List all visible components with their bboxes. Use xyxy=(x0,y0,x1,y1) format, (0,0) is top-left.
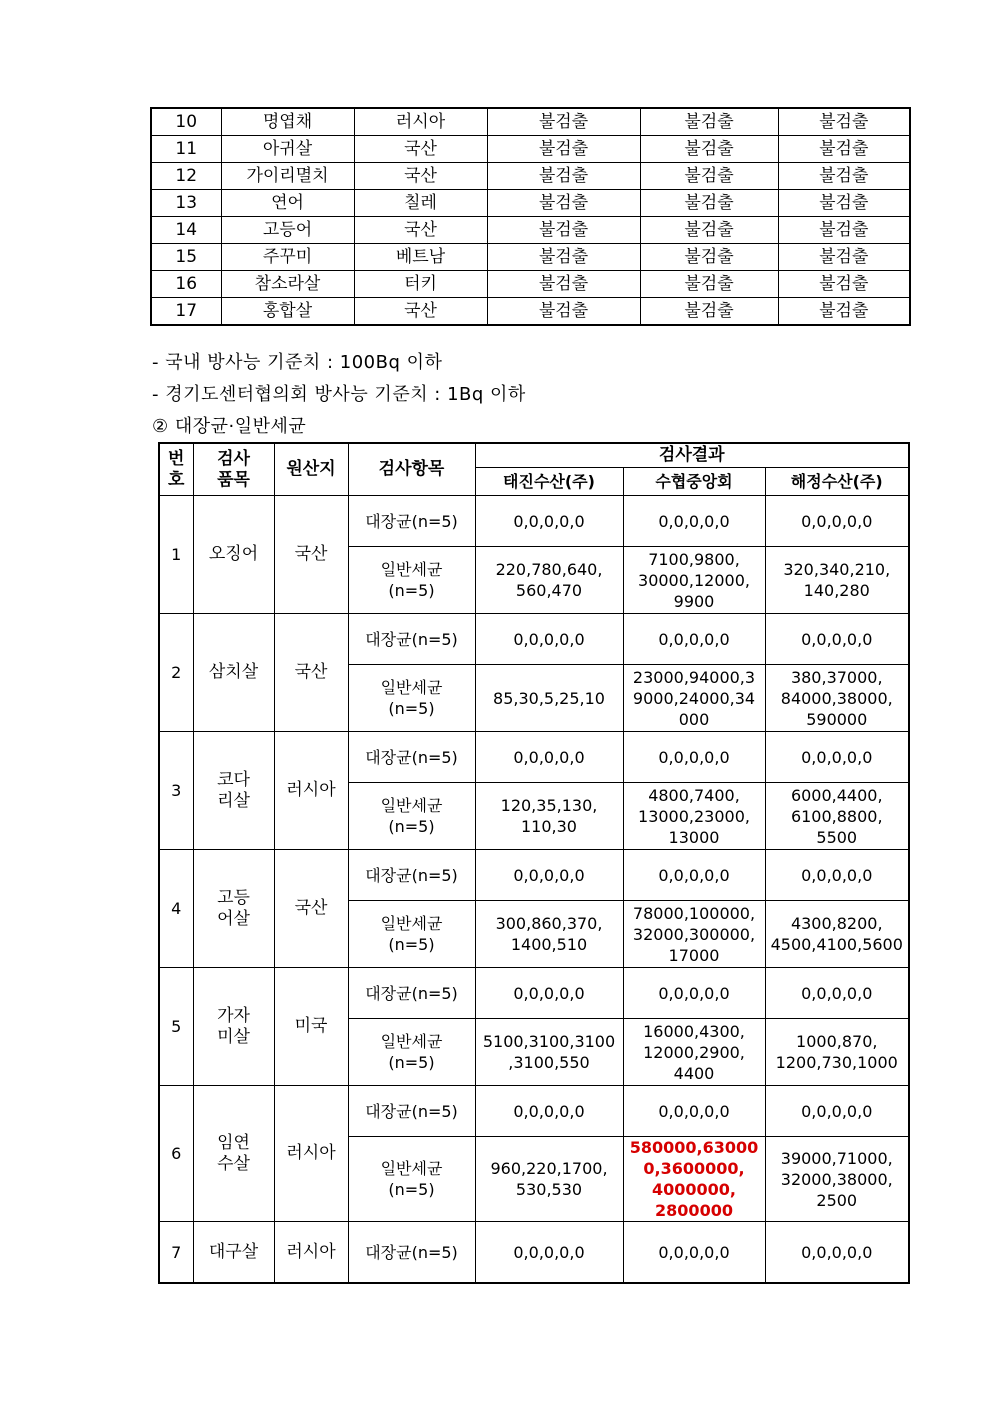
test-general-label: 일반세균 (n=5) xyxy=(348,547,475,614)
origin-cell: 칠레 xyxy=(354,190,487,217)
origin-cell: 국산 xyxy=(274,850,348,968)
result-haejeong-cell: 불검출 xyxy=(778,217,910,244)
row-no-cell: 4 xyxy=(159,850,193,968)
item-name-cell: 오징어 xyxy=(193,496,274,614)
origin-cell: 러시아 xyxy=(354,108,487,136)
general-suhyup-cell: 23000,94000,3 9000,24000,34 000 xyxy=(623,665,765,732)
general-suhyup-cell: 16000,4300, 12000,2900, 4400 xyxy=(623,1019,765,1086)
section-title: ② 대장균·일반세균 xyxy=(152,416,307,437)
ecoli-haejeong-cell: 0,0,0,0,0 xyxy=(765,1222,909,1284)
origin-cell: 미국 xyxy=(274,968,348,1086)
result-taejin-cell: 불검출 xyxy=(487,298,640,326)
ecoli-suhyup-cell: 0,0,0,0,0 xyxy=(623,968,765,1019)
result-taejin-cell: 불검출 xyxy=(487,217,640,244)
table-row xyxy=(151,136,910,163)
item-name-cell: 고등 어살 xyxy=(193,850,274,968)
result-taejin-cell: 불검출 xyxy=(487,108,640,136)
gyeonggi-standard-note: - 경기도센터협의회 방사능 기준치 : 1Bq 이하 xyxy=(152,384,526,405)
table-row xyxy=(151,298,910,326)
ecoli-haejeong-cell: 0,0,0,0,0 xyxy=(765,1086,909,1137)
table-row xyxy=(151,217,910,244)
table-row xyxy=(151,163,910,190)
general-haejeong-cell: 380,37000, 84000,38000, 590000 xyxy=(765,665,909,732)
test-general-label: 일반세균 (n=5) xyxy=(348,1137,475,1222)
test-ecoli-label: 대장균(n=5) xyxy=(348,496,475,547)
origin-cell: 국산 xyxy=(354,217,487,244)
item-name-cell: 연어 xyxy=(221,190,354,217)
test-general-label: 일반세균 (n=5) xyxy=(348,783,475,850)
table-row xyxy=(159,968,909,1019)
result-taejin-cell: 불검출 xyxy=(487,190,640,217)
ecoli-suhyup-cell: 0,0,0,0,0 xyxy=(623,614,765,665)
general-suhyup-cell: 580000,63000 0,3600000, 4000000, 2800000 xyxy=(623,1137,765,1222)
item-name-cell: 임연 수살 xyxy=(193,1086,274,1222)
ecoli-haejeong-cell: 0,0,0,0,0 xyxy=(765,732,909,783)
result-haejeong-cell: 불검출 xyxy=(778,108,910,136)
general-haejeong-cell: 4300,8200, 4500,4100,5600 xyxy=(765,901,909,968)
result-suhyup-cell: 불검출 xyxy=(640,298,778,326)
item-name-cell: 명엽채 xyxy=(221,108,354,136)
test-ecoli-label: 대장균(n=5) xyxy=(348,850,475,901)
origin-cell: 러시아 xyxy=(274,1222,348,1284)
ecoli-suhyup-cell: 0,0,0,0,0 xyxy=(623,1222,765,1284)
test-ecoli-label: 대장균(n=5) xyxy=(348,968,475,1019)
result-taejin-cell: 불검출 xyxy=(487,163,640,190)
row-no-cell: 12 xyxy=(151,163,221,190)
header-no: 번 호 xyxy=(159,443,193,496)
item-name-cell: 가자 미살 xyxy=(193,968,274,1086)
row-no-cell: 10 xyxy=(151,108,221,136)
result-suhyup-cell: 불검출 xyxy=(640,190,778,217)
row-no-cell: 5 xyxy=(159,968,193,1086)
table-row xyxy=(151,108,910,136)
general-taejin-cell: 85,30,5,25,10 xyxy=(475,665,623,732)
header-test-item: 검사항목 xyxy=(348,443,475,496)
row-no-cell: 13 xyxy=(151,190,221,217)
item-name-cell: 코다 리살 xyxy=(193,732,274,850)
ecoli-suhyup-cell: 0,0,0,0,0 xyxy=(623,732,765,783)
general-haejeong-cell: 1000,870, 1200,730,1000 xyxy=(765,1019,909,1086)
table-row xyxy=(151,190,910,217)
origin-cell: 국산 xyxy=(274,496,348,614)
result-haejeong-cell: 불검출 xyxy=(778,298,910,326)
general-taejin-cell: 300,860,370, 1400,510 xyxy=(475,901,623,968)
result-taejin-cell: 불검출 xyxy=(487,271,640,298)
test-ecoli-label: 대장균(n=5) xyxy=(348,732,475,783)
result-taejin-cell: 불검출 xyxy=(487,136,640,163)
table-row xyxy=(159,732,909,783)
ecoli-taejin-cell: 0,0,0,0,0 xyxy=(475,732,623,783)
table-row xyxy=(151,244,910,271)
result-suhyup-cell: 불검출 xyxy=(640,163,778,190)
ecoli-taejin-cell: 0,0,0,0,0 xyxy=(475,1086,623,1137)
item-name-cell: 가이리멸치 xyxy=(221,163,354,190)
item-name-cell: 홍합살 xyxy=(221,298,354,326)
origin-cell: 러시아 xyxy=(274,1086,348,1222)
table-row xyxy=(159,614,909,665)
header-result: 검사결과 xyxy=(475,443,909,468)
ecoli-taejin-cell: 0,0,0,0,0 xyxy=(475,496,623,547)
general-suhyup-cell: 4800,7400, 13000,23000, 13000 xyxy=(623,783,765,850)
result-suhyup-cell: 불검출 xyxy=(640,271,778,298)
test-general-label: 일반세균 (n=5) xyxy=(348,901,475,968)
row-no-cell: 6 xyxy=(159,1086,193,1222)
result-haejeong-cell: 불검출 xyxy=(778,244,910,271)
ecoli-haejeong-cell: 0,0,0,0,0 xyxy=(765,496,909,547)
result-suhyup-cell: 불검출 xyxy=(640,136,778,163)
table-row xyxy=(159,1222,909,1284)
row-no-cell: 17 xyxy=(151,298,221,326)
table-row xyxy=(159,1086,909,1137)
test-general-label: 일반세균 (n=5) xyxy=(348,1019,475,1086)
domestic-standard-note: - 국내 방사능 기준치 : 100Bq 이하 xyxy=(152,352,443,373)
origin-cell: 터키 xyxy=(354,271,487,298)
header-supplier-haejeong: 해정수산(주) xyxy=(765,468,909,496)
test-ecoli-label: 대장균(n=5) xyxy=(348,1086,475,1137)
origin-cell: 국산 xyxy=(354,163,487,190)
header-origin: 원산지 xyxy=(274,443,348,496)
row-no-cell: 1 xyxy=(159,496,193,614)
result-suhyup-cell: 불검출 xyxy=(640,217,778,244)
table-row xyxy=(159,496,909,547)
test-ecoli-label: 대장균(n=5) xyxy=(348,614,475,665)
item-name-cell: 고등어 xyxy=(221,217,354,244)
ecoli-suhyup-cell: 0,0,0,0,0 xyxy=(623,1086,765,1137)
ecoli-haejeong-cell: 0,0,0,0,0 xyxy=(765,614,909,665)
row-no-cell: 3 xyxy=(159,732,193,850)
test-general-label: 일반세균 (n=5) xyxy=(348,665,475,732)
origin-cell: 국산 xyxy=(354,298,487,326)
origin-cell: 베트남 xyxy=(354,244,487,271)
ecoli-taejin-cell: 0,0,0,0,0 xyxy=(475,850,623,901)
ecoli-taejin-cell: 0,0,0,0,0 xyxy=(475,1222,623,1284)
result-suhyup-cell: 불검출 xyxy=(640,108,778,136)
radiation-results-table xyxy=(150,107,911,326)
item-name-cell: 참소라살 xyxy=(221,271,354,298)
result-haejeong-cell: 불검출 xyxy=(778,190,910,217)
item-name-cell: 주꾸미 xyxy=(221,244,354,271)
general-suhyup-cell: 78000,100000, 32000,300000, 17000 xyxy=(623,901,765,968)
result-haejeong-cell: 불검출 xyxy=(778,271,910,298)
ecoli-taejin-cell: 0,0,0,0,0 xyxy=(475,968,623,1019)
origin-cell: 러시아 xyxy=(274,732,348,850)
general-haejeong-cell: 6000,4400, 6100,8800, 5500 xyxy=(765,783,909,850)
header-supplier-suhyup: 수협중앙회 xyxy=(623,468,765,496)
table-row xyxy=(151,271,910,298)
ecoli-suhyup-cell: 0,0,0,0,0 xyxy=(623,496,765,547)
bacteria-results-table xyxy=(158,442,910,1284)
item-name-cell: 대구살 xyxy=(193,1222,274,1284)
origin-cell: 국산 xyxy=(354,136,487,163)
test-ecoli-label: 대장균(n=5) xyxy=(348,1222,475,1284)
result-haejeong-cell: 불검출 xyxy=(778,136,910,163)
row-no-cell: 7 xyxy=(159,1222,193,1284)
general-haejeong-cell: 39000,71000, 32000,38000, 2500 xyxy=(765,1137,909,1222)
row-no-cell: 11 xyxy=(151,136,221,163)
header-item: 검사 품목 xyxy=(193,443,274,496)
general-taejin-cell: 960,220,1700, 530,530 xyxy=(475,1137,623,1222)
result-haejeong-cell: 불검출 xyxy=(778,163,910,190)
ecoli-haejeong-cell: 0,0,0,0,0 xyxy=(765,968,909,1019)
item-name-cell: 삼치살 xyxy=(193,614,274,732)
row-no-cell: 2 xyxy=(159,614,193,732)
general-suhyup-cell: 7100,9800, 30000,12000, 9900 xyxy=(623,547,765,614)
row-no-cell: 15 xyxy=(151,244,221,271)
result-taejin-cell: 불검출 xyxy=(487,244,640,271)
ecoli-haejeong-cell: 0,0,0,0,0 xyxy=(765,850,909,901)
general-taejin-cell: 120,35,130, 110,30 xyxy=(475,783,623,850)
result-suhyup-cell: 불검출 xyxy=(640,244,778,271)
general-taejin-cell: 5100,3100,3100 ,3100,550 xyxy=(475,1019,623,1086)
header-supplier-taejin: 태진수산(주) xyxy=(475,468,623,496)
origin-cell: 국산 xyxy=(274,614,348,732)
general-taejin-cell: 220,780,640, 560,470 xyxy=(475,547,623,614)
item-name-cell: 아귀살 xyxy=(221,136,354,163)
ecoli-suhyup-cell: 0,0,0,0,0 xyxy=(623,850,765,901)
ecoli-taejin-cell: 0,0,0,0,0 xyxy=(475,614,623,665)
row-no-cell: 16 xyxy=(151,271,221,298)
general-haejeong-cell: 320,340,210, 140,280 xyxy=(765,547,909,614)
table-row xyxy=(159,850,909,901)
row-no-cell: 14 xyxy=(151,217,221,244)
